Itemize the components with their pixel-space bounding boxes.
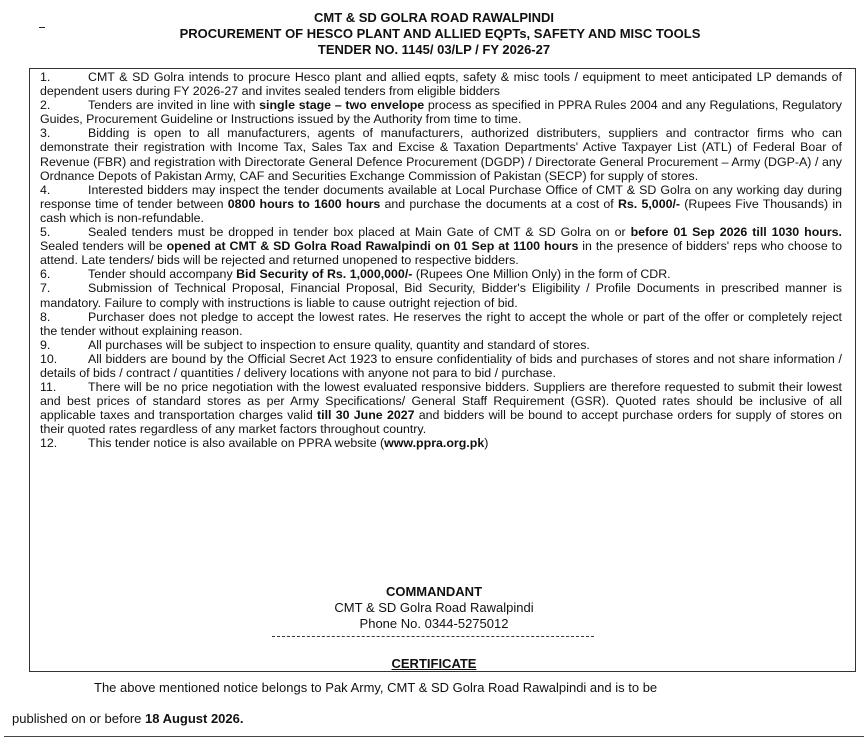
certificate-title: CERTIFICATE (391, 656, 477, 671)
clause-text: process as specified in PPRA Rules 2004 and any Regulations, Regulatory Guides, Procurement Guideline or Instructions issued by the Authority from time to time. (40, 98, 842, 127)
clause-text: Purchaser does not pledge to accept the lowest rates. He reserves the right to accept the whole or part of the offer or completely reject the tender without explaining reason. (40, 309, 842, 338)
clause-text: Submission of Technical Proposal, Financial Proposal, Bid Security, Bidder's Eligibility / Profile Documents in prescribed manner is mandatory. Failure to comply with instructions is liable to cause outright rejection of bid. (40, 281, 842, 310)
certificate-text-line1: The above mentioned notice belongs to Pak Army, CMT & SD Golra Road Rawalpindi and is to be (94, 680, 658, 695)
signature-block (0, 584, 868, 632)
clause-text: and purchase the documents at a cost of (380, 196, 618, 211)
certificate-text-prefix: published on or before (12, 711, 145, 726)
clause-3 (40, 126, 842, 182)
clause-text: This tender notice is also available on PPRA website ( (88, 436, 385, 451)
clause-12 (40, 436, 842, 450)
clause-number: 1. (40, 70, 51, 84)
notice-body (40, 70, 842, 451)
clause-number: 10. (40, 351, 58, 366)
clause-number: 7. (40, 281, 51, 296)
clause-number: 3. (40, 126, 51, 141)
clause-number: 5. (40, 225, 51, 240)
clause-text-bold: Rs. 5,000/- (617, 196, 681, 211)
clause-number: 8. (40, 309, 51, 324)
clause-4 (40, 183, 842, 225)
clause-text: CMT & SD Golra intends to procure Hesco plant and allied eqpts, safety & misc tools / equipment to meet anticipated LP demands of dependent users during FY 2026-27 and invites sealed tenders from eligible bidders (40, 70, 842, 99)
clause-number: 6. (40, 267, 51, 282)
clause-text-bold: till 30 June 2027 (317, 408, 415, 423)
clause-6 (40, 267, 842, 281)
clause-number: 12. (40, 436, 58, 451)
clause-text: in the presence of bidders' reps who choose to attend. Late tenders/ bids will be rejected and returned unopened to respective bidders. (40, 239, 842, 268)
clause-text: There will be no price negotiation with the lowest evaluated responsive bidders. Suppliers are therefore requested to submit their lowest and best prices of standard stores as per Army Specifications/ General Staff Requirement (GSR). Quoted rates should be inclusive of all applicable taxes and transportation charges valid (40, 380, 842, 423)
bottom-rule (4, 736, 864, 737)
clause-text: Interested bidders may inspect the tender documents available at Local Purchase Office of CMT & SD Golra on any working day during response time of tender between (40, 182, 842, 211)
clause-text: (Rupees One Million Only) in the form of CDR. (412, 267, 671, 282)
clause-7 (40, 281, 842, 309)
clause-number: 11. (40, 380, 57, 395)
clause-number: 9. (40, 337, 51, 352)
header-tender-number: TENDER NO. 1145/ 03/LP / FY 2026-27 (317, 42, 551, 57)
clause-text: Tender should accompany (88, 267, 237, 282)
clause-text-bold: 0800 hours to 1600 hours (227, 196, 381, 211)
clause-text: Tenders are invited in line with (88, 98, 260, 113)
clause-text: ) (484, 436, 489, 451)
signatory-title: COMMANDANT (385, 584, 483, 599)
clause-text-bold: single stage – two envelope (259, 98, 425, 113)
clause-text: Sealed tenders will be (40, 239, 167, 254)
clause-2 (40, 98, 842, 126)
certificate-date: 18 August 2026. (144, 711, 244, 726)
signatory-org: CMT & SD Golra Road Rawalpindi (334, 600, 534, 615)
clause-text-bold: before 01 Sep 2026 till 1030 hours. (630, 225, 842, 240)
clause-text-bold: www.ppra.org.pk (384, 436, 485, 451)
separator-line (272, 636, 594, 637)
header-org: CMT & SD GOLRA ROAD RAWALPINDI (313, 10, 554, 25)
clause-text-bold: opened at CMT & SD Golra Road Rawalpindi on 01 Sep at 1100 hours (166, 239, 579, 254)
clause-text: and bidders will be bound to accept purchase orders for supply of stores on their quoted rates regardless of any market factors throughout country. (40, 408, 842, 437)
clause-text: Sealed tenders must be dropped in tender box placed at Main Gate of CMT & SD Golra on or (88, 225, 631, 240)
certificate-text-line2 (12, 711, 852, 726)
clause-number: 2. (40, 98, 51, 113)
clause-10 (40, 352, 842, 380)
clause-text-bold: Bid Security of Rs. 1,000,000/- (236, 267, 413, 282)
clause-text: (Rupees Five Thousands) in cash which is non-refundable. (40, 196, 842, 225)
clause-11 (40, 380, 842, 436)
clause-9 (40, 338, 842, 352)
header-subject: PROCUREMENT OF HESCO PLANT AND ALLIED EQPTs, SAFETY AND MISC TOOLS (179, 26, 701, 41)
clause-8 (40, 310, 842, 338)
signatory-phone: Phone No. 0344-5275012 (359, 616, 509, 631)
clause-text: Bidding is open to all manufacturers, agents of manufacturers, authorized distributers, suppliers and contractor firms who can demonstrate their registration with Income Tax, Sales Tax and Excise & Taxation Departments' Active Taxpayer List (ATL) of Federal Boar of Revenue (FBR) and registration with Directorate General Defence Procurement (DGDP) / Directorate General Procurement – Army (DGP-A) / any Ordnance Depots of Pakistan Army, CAF and Securities Exchange Commission of Pakistan (SECP) for supply of stores. (40, 126, 842, 183)
clause-5 (40, 225, 842, 267)
clause-number: 4. (40, 182, 51, 197)
clause-text: All bidders are bound by the Official Secret Act 1923 to ensure confidentiality of bids and purchases of stores and not share information / details of bids / contract / quantities / delivery locations with anyone not para to bid / purchase. (40, 351, 842, 380)
clause-text: All purchases will be subject to inspection to ensure quality, quantity and standard of stores. (88, 337, 590, 352)
clause-1 (40, 70, 842, 98)
